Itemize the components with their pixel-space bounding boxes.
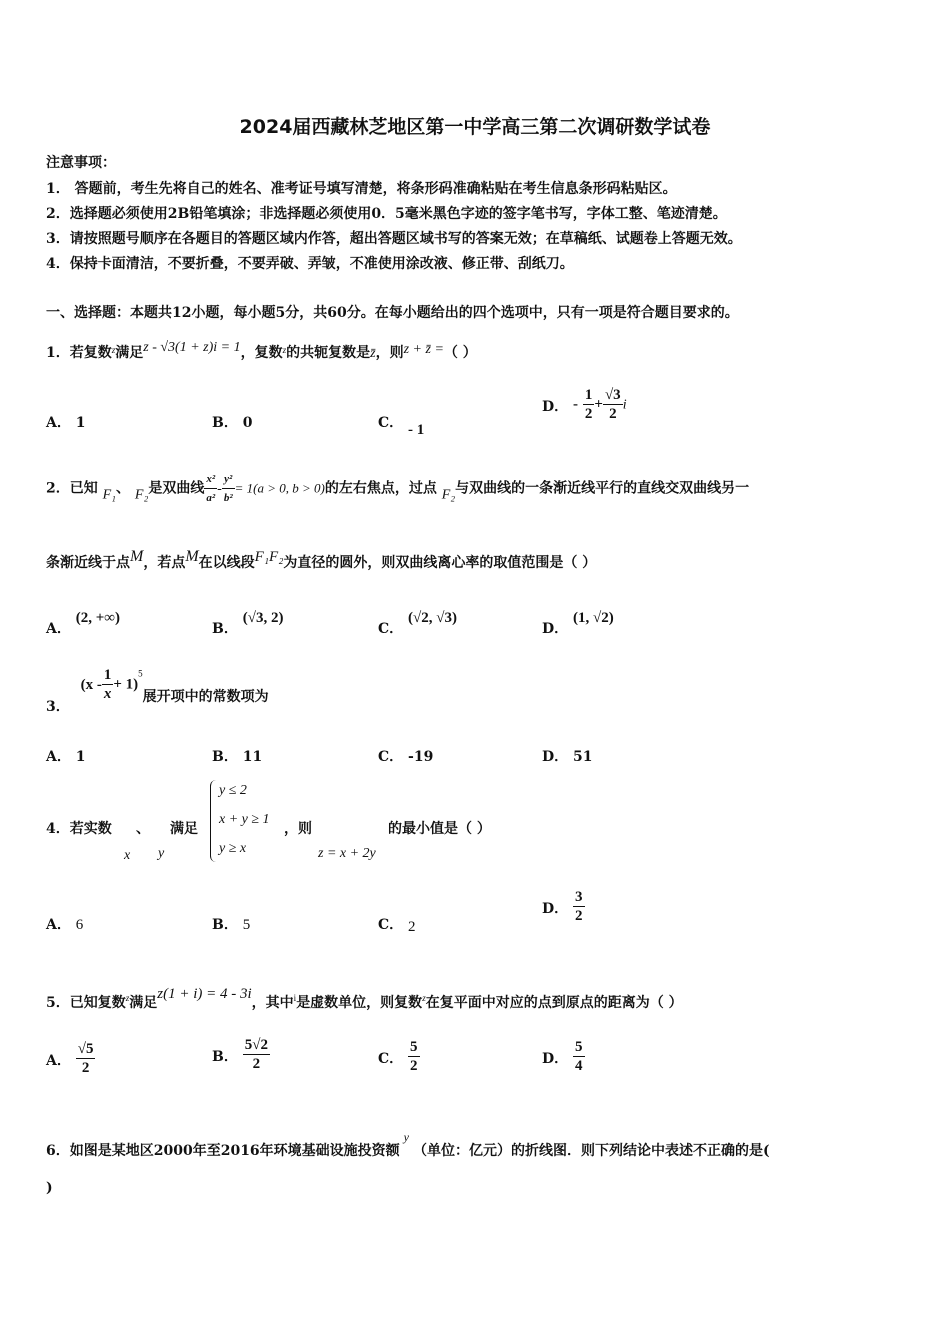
- q1-option-c[interactable]: C． - 1: [378, 415, 425, 438]
- q1-stem: 1．若复数$^z$满足z - √3(1 + z)i = 1，复数$^z$的共轭复数是z̄，则z + z̄ =（ ）: [46, 340, 477, 361]
- q4-stem-p2: 、: [136, 821, 150, 837]
- q4-option-a[interactable]: A． 6: [46, 917, 84, 933]
- notice-item: 1． 答题前，考生先将自己的姓名、准考证号填写清楚，将条形码准确粘贴在考生信息条形码粘贴区。: [46, 181, 677, 197]
- q5-stem: 5．已知复数$^z$满足z(1 + i) = 4 - 3i，其中$^i$是虚数单位，则复数$^z$在复平面中对应的点到原点的距离为（ ）: [46, 986, 683, 1011]
- q4-system-brace: [210, 780, 217, 862]
- q5-option-b[interactable]: B． $\frac{5√2}{2}$: [212, 1037, 268, 1072]
- q2-stem-line2: 条渐近线于点M，若点M在以线段F₁F₂为直径的圆外，则双曲线离心率的取值范围是（ ）: [46, 548, 597, 571]
- q4-option-d[interactable]: D． $\frac{3}{2}$: [542, 889, 583, 924]
- q6-stem-line1: 6．如图是某地区2000年至2016年环境基础设施投资额y（单位：亿元）的折线图．则下列结论中表述不正确的是(: [46, 1130, 770, 1159]
- q2-option-d[interactable]: D． (1, √2): [542, 610, 614, 637]
- q4-constraint: x + y ≥ 1: [219, 812, 270, 827]
- q1-option-b[interactable]: B． 0: [212, 415, 253, 431]
- q3-option-c[interactable]: C． -19: [378, 749, 434, 765]
- q4-constraint: y ≤ 2: [219, 783, 247, 798]
- q4-constraint: y ≥ x: [219, 841, 247, 856]
- q6-stem-line2: ): [46, 1180, 53, 1196]
- q4-stem-p1: 4．若实数: [46, 821, 112, 837]
- section-heading: 一、选择题：本题共12小题，每小题5分，共60分。在每小题给出的四个选项中，只有一项是符合题目要求的。: [46, 305, 739, 321]
- q1-option-d[interactable]: D． - $\frac{1}{2}$ + $\frac{√3}{2}$ i: [542, 387, 627, 422]
- notice-item: 3．请按照题号顺序在各题目的答题区域内作答，超出答题区域书写的答案无效；在草稿纸、试题卷上答题无效。: [46, 231, 742, 247]
- q2-option-a[interactable]: A． (2, +∞): [46, 610, 120, 637]
- q4-option-c[interactable]: C． 2: [378, 917, 416, 935]
- q4-stem-p4: ，则: [284, 821, 312, 837]
- q4-objective: z = x + 2y: [318, 846, 376, 861]
- q2-stem-line1: 2．已知 F₁、 F₂是双曲线 $\frac{\text{x²}}{\text{a²}}$ - $\frac{\text{y²}}{\text{b²}}$ = 1(a > 0, b > 0)的左右焦点，过点 F₂与双曲线的一条渐近线平行的直线交双曲线另一: [46, 470, 749, 507]
- q2-option-c[interactable]: C． (√2, √3): [378, 610, 457, 637]
- q3-option-d[interactable]: D． 51: [542, 749, 593, 765]
- q4-var-y: y: [158, 846, 165, 861]
- q4-var-x: x: [124, 848, 131, 863]
- q4-stem-p5: 的最小值是（ ）: [388, 821, 491, 837]
- notice-item: 4．保持卡面清洁，不要折叠，不要弄破、弄皱，不准使用涂改液、修正带、刮纸刀。: [46, 256, 574, 272]
- q3-option-a[interactable]: A． 1: [46, 749, 86, 765]
- q4-option-b[interactable]: B． 5: [212, 917, 251, 933]
- q5-option-a[interactable]: A． $\frac{√5}{2}$: [46, 1041, 94, 1076]
- page-title: 2024届西藏林芝地区第一中学高三第二次调研数学试卷: [239, 116, 711, 138]
- q3-stem: 3． (x - $\frac{1}{x}$ + 1)$^5$展开项中的常数项为: [46, 667, 269, 715]
- notice-item: 2．选择题必须使用2B铅笔填涂；非选择题必须使用0．5毫米黑色字迹的签字笔书写，字体工整、笔迹清楚。: [46, 206, 727, 222]
- q2-option-b[interactable]: B． (√3, 2): [212, 610, 284, 637]
- q5-option-d[interactable]: D． $\frac{5}{4}$: [542, 1039, 583, 1074]
- q5-option-c[interactable]: C． $\frac{5}{2}$: [378, 1039, 418, 1074]
- q3-option-b[interactable]: B． 11: [212, 749, 263, 765]
- q1-option-a[interactable]: A． 1: [46, 415, 86, 431]
- notice-heading: 注意事项：: [46, 155, 116, 171]
- q4-stem-p3: 满足: [170, 821, 198, 837]
